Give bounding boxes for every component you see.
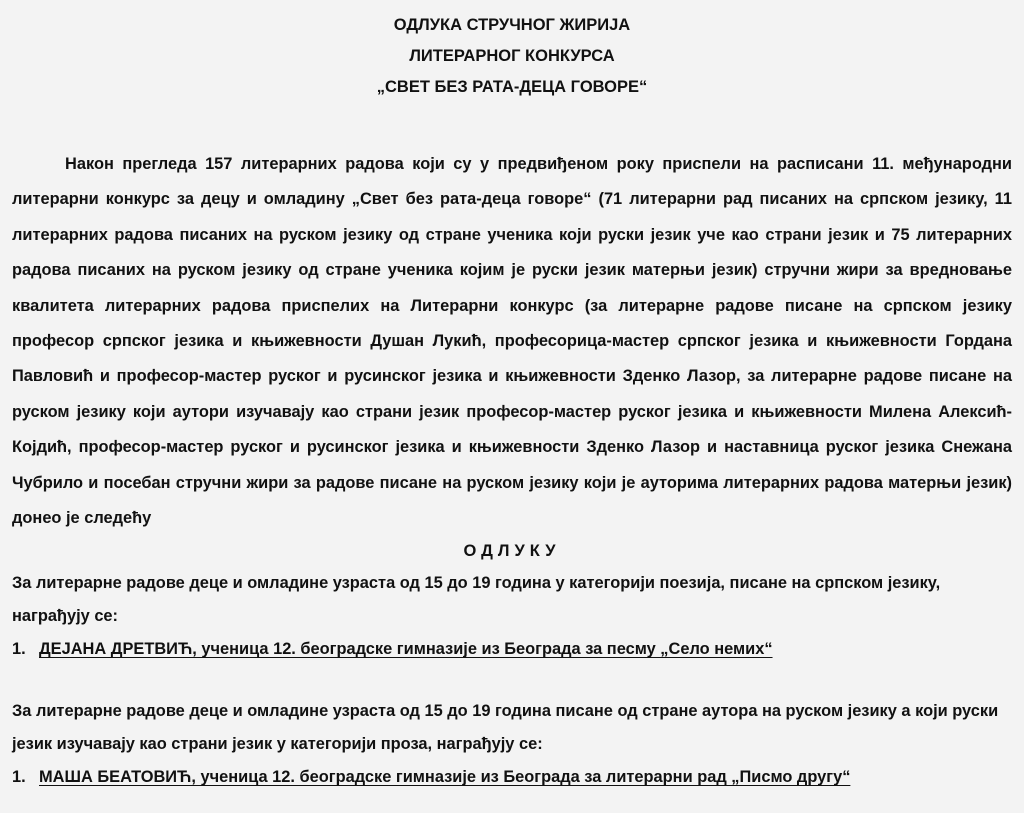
section1-award-item	[12, 633, 1012, 666]
heading-line-2: ЛИТЕРАРНОГ КОНКУРСА	[409, 47, 615, 65]
section2-award-item	[12, 761, 1012, 794]
award-text: МАША БЕАТОВИЋ, ученица 12. београдске гимназије из Београда за литерарни рад „Писмо другу“	[39, 768, 851, 787]
heading-line-1: ОДЛУКА СТРУЧНОГ ЖИРИЈА	[393, 16, 631, 34]
heading-line-3: „СВЕТ БЕЗ РАТА-ДЕЦА ГОВОРЕ“	[376, 78, 648, 96]
section-spacer	[12, 666, 1012, 695]
section1-text: За литерарне радове деце и омладине узраста од 15 до 19 година у категорији поезија, писане на српском језику, награђују се:	[12, 574, 941, 626]
decision-title: ОДЛУКУ	[463, 542, 561, 561]
award-text: ДЕЈАНА ДРЕТВИЋ, ученица 12. београдске гимназије из Београда за песму „Село немих“	[39, 640, 773, 659]
award-number: 1.	[12, 768, 26, 787]
award-number: 1.	[12, 640, 26, 659]
document-heading	[12, 0, 1012, 103]
section2-text: За литерарне радове деце и омладине узраста од 15 до 19 година писане од стране аутора на руском језику а који руски језик изучавају као страни језик у категорији проза, награђују се:	[12, 702, 999, 754]
intro-paragraph: Након прегледа 157 литерарних радова који су у предвиђеном року приспели на расписани 11. међународни литерарни конкурс за децу и омладину „Свет без рата-деца говоре“ (71 литерарни рад писаних на српском језику, 11 литерарних радова писаних на руском језику од стране ученика који руски језик уче као страни језик и 75 литерарних радова писаних на руском језику од стране ученика којим је руски језик матерњи језик) стручни жири за вредновање квалитета литерарних радова приспелих на Литерарни конкурс (за литерарне радове писане на српском језику професор српског језика и књижевности Душан Лукић, професорица-мастер српског језика и књижевности Гордана Павловић и професор-мастер руског и русинског језика и књижевности Зденко Лазор, за литерарне радове писане на руском језику који аутори изучавају као страни језик професор-мастер руског језика и књижевности Милена Алексић-Којдић, професор-мастер руског и русинског језика и књижевности Зденко Лазор и наставница руског језика Снежана Чубрило и посебан стручни жири за радове писане на руском језику који је ауторима литерарних радова матерњи језик) донео је следећу	[12, 155, 1012, 528]
